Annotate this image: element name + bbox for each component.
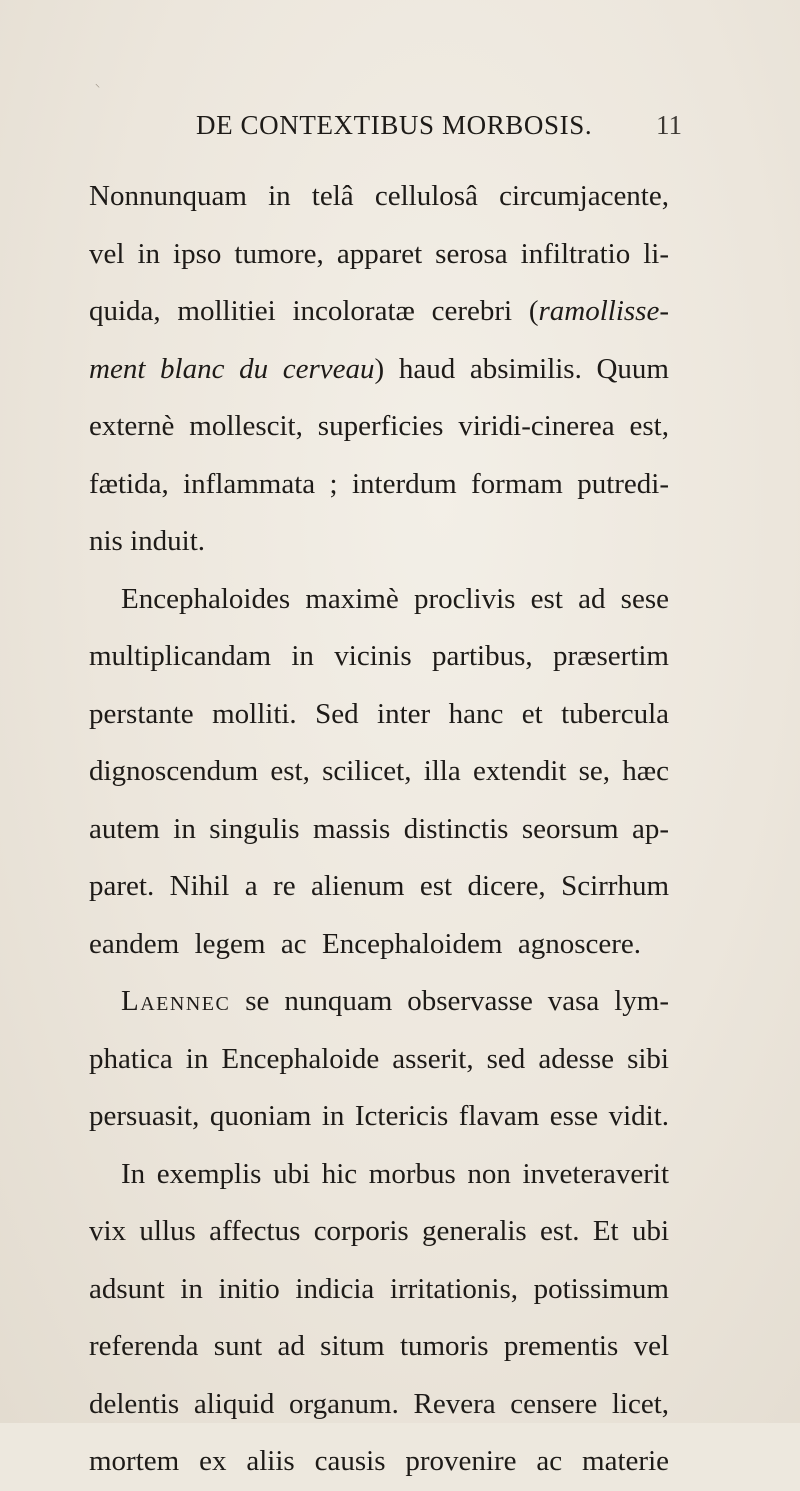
text-line: mortem ex aliis causis provenire ac materie [89,1445,669,1477]
text-line: multiplicandam in vicinis partibus, præsertim [89,640,669,672]
text-line: perstante molliti. Sed inter hanc et tubercula [89,697,669,730]
text-line: referenda sunt ad situm tumoris prementis vel [89,1330,669,1362]
text-line: eandem legem ac Encephaloidem agnoscere. [89,927,641,960]
author-name: Laennec [121,985,231,1017]
text-line: phatica in Encephaloide asserit, sed adesse sibi [89,1042,669,1075]
text-line: delentis aliquid organum. Revera censere licet, [89,1387,669,1420]
text-line: ment blanc du cerveau) haud absimilis. Quum [89,352,669,385]
text-line: vix ullus affectus corporis generalis est. Et ubi [89,1215,669,1247]
text-line: Nonnunquam in telâ cellulosâ circumjacente, [89,180,669,212]
text-line: vel in ipso tumore, apparet serosa infiltratio li- [89,237,669,270]
text-line: persuasit, quoniam in Ictericis flavam esse vidit. [89,1100,669,1132]
text-line: autem in singulis massis distinctis seorsum ap- [89,812,669,845]
text-line: In exemplis ubi hic morbus non inveteraverit [121,1157,669,1190]
text-line: quida, mollitiei incoloratæ cerebri (ramollisse- [89,295,669,327]
text-line: fætida, inflammata ; interdum formam putredi- [89,467,669,500]
text-line: Encephaloides maximè proclivis est ad sese [121,582,669,615]
page-header [0,110,800,150]
body-text [89,168,669,1491]
text-line: adsunt in initio indicia irritationis, potissimum [89,1272,669,1305]
text-line: Laennec se nunquam observasse vasa lym- [121,985,669,1017]
printer-mark: ⸌ [95,83,100,94]
french-term: ramollisse- [538,295,669,327]
running-head: DE CONTEXTIBUS MORBOSIS. [196,110,593,140]
text-line: nis induit. [89,525,206,557]
page-number: 11 [656,110,682,140]
text-line: dignoscendum est, scilicet, illa extendit se, hæc [89,755,669,787]
text-line: paret. Nihil a re alienum est dicere, Scirrhum [89,870,669,902]
text-line: externè mollescit, superficies viridi-cinerea est, [89,410,669,442]
french-term: ment blanc du cerveau [89,352,375,385]
